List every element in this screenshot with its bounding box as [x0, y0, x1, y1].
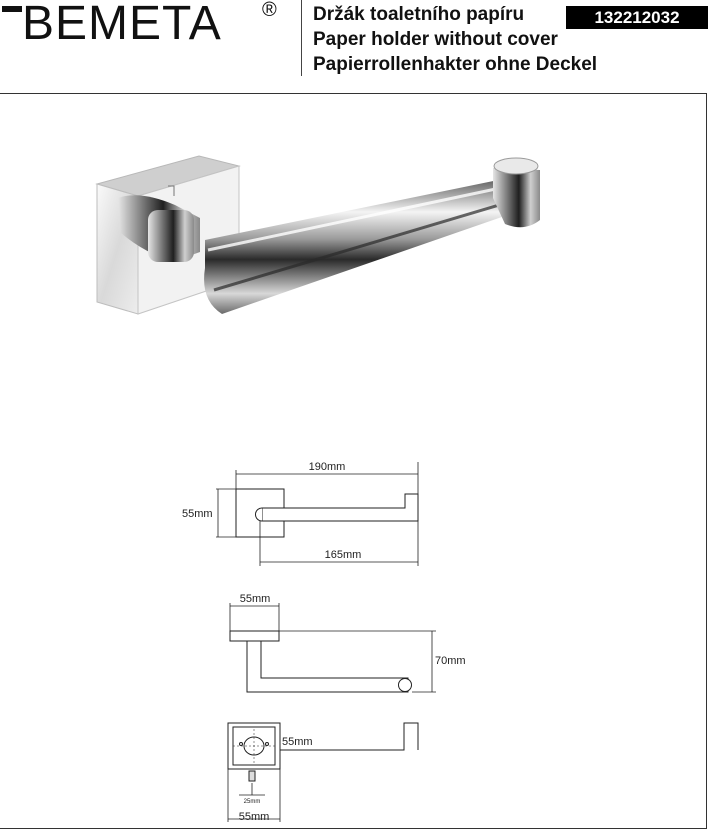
- dim-hole-spacing: 25mm: [243, 799, 261, 805]
- dim-side-plate-width: 55mm: [239, 593, 271, 605]
- plate-view-drawing: [228, 723, 418, 822]
- dim-plate-height-front: 55mm: [282, 736, 313, 748]
- dim-arm-length: 165mm: [324, 549, 362, 561]
- dim-projection: 70mm: [435, 655, 466, 667]
- logo-text: BEMETA: [22, 0, 222, 50]
- registered-mark: ®: [262, 0, 277, 21]
- title-english: Paper holder without cover: [313, 29, 558, 50]
- title-german: Papierrollenhakter ohne Deckel: [313, 54, 598, 75]
- top-view-drawing: [216, 462, 418, 566]
- side-view-drawing: [230, 603, 436, 692]
- product-code: 132212032: [566, 6, 708, 29]
- title-czech: Držák toaletního papíru: [313, 4, 525, 25]
- dim-plate-height: 55mm: [182, 508, 213, 520]
- product-photo: [97, 156, 540, 314]
- dim-plate-width-front: 55mm: [238, 811, 270, 823]
- dim-overall-width: 190mm: [308, 461, 346, 473]
